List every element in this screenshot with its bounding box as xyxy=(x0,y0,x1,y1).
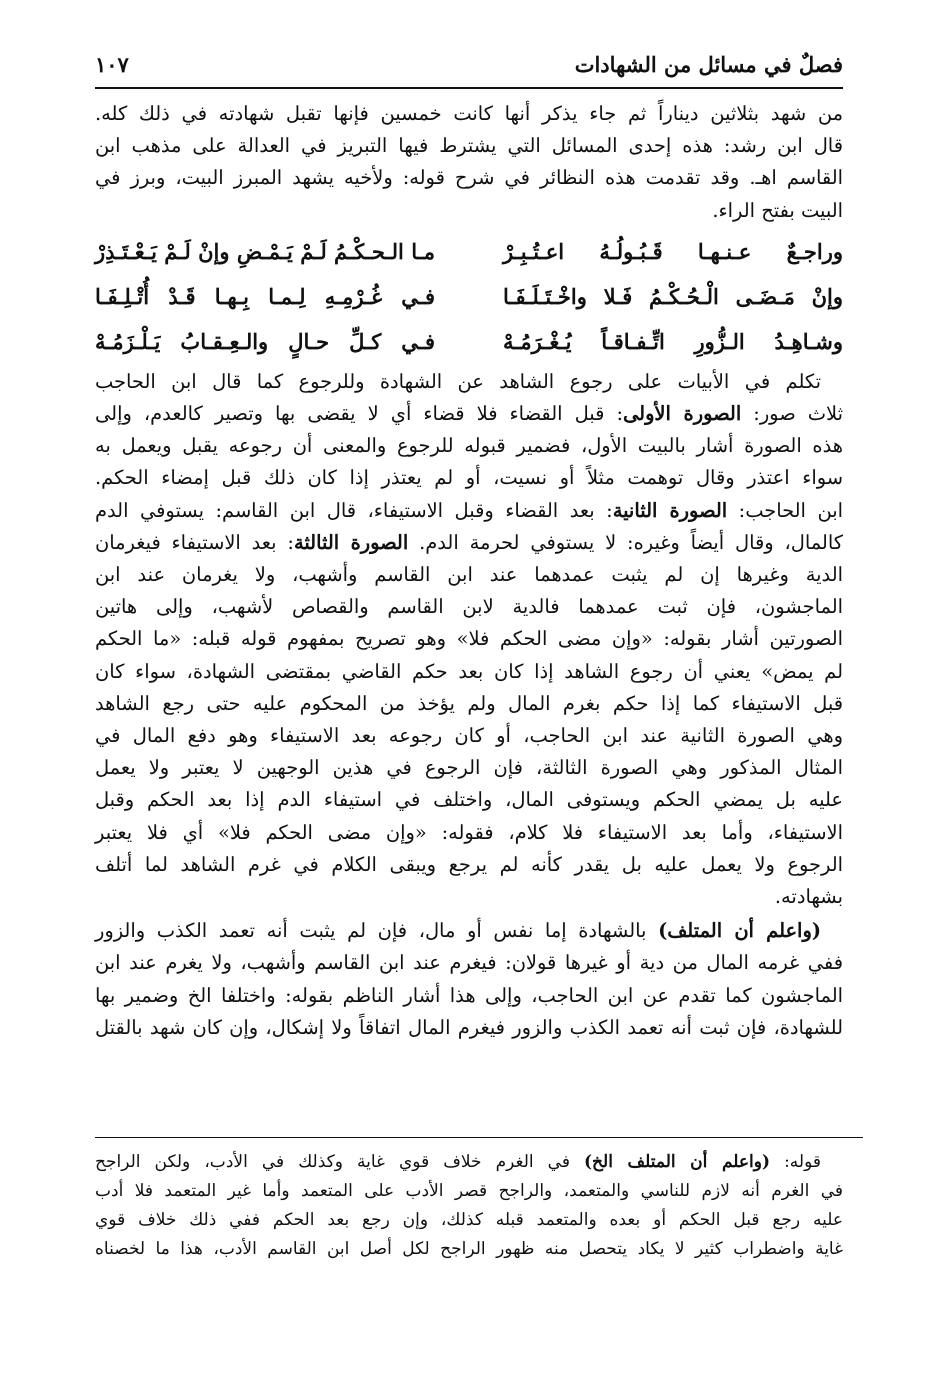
quoted-phrase: (واعلم أن المتلف الخ) xyxy=(584,1152,771,1172)
text-line: لم يمض» يعني أن رجوع الشاهد إذا كان بعد حكم القاضي بمقتضى الشهادة، سواء كان xyxy=(95,659,843,683)
text-run: كالمال، وقال أيضاً وغيره: لا يستوفي لحرمة الدم. xyxy=(408,530,843,554)
text-line: الدية وغيرها إن لم يثبت عمدهما عند ابن القاسم وأشهب، ولا يغرمان عند ابن xyxy=(95,563,843,587)
footnote-line: عليه رجع قبل الحكم أو بعده والمتعمد قبله كذلك، وإن رجع بعد الحكم ففي ذلك خلاف قوي xyxy=(95,1210,843,1230)
text-line xyxy=(95,915,843,947)
verse-second-hemistich: فـي كـلِّ حـالٍ والـعِـقـابُ يَـلْـزَمُـهْ xyxy=(95,328,435,354)
text-line xyxy=(95,398,843,430)
verse-line xyxy=(95,274,843,319)
footnote-line xyxy=(95,1148,843,1177)
text-run: : بعد القضاء وقبل الاستيفاء، قال ابن القاسم: يستوفي الدم xyxy=(95,498,613,522)
footnote-paragraph xyxy=(95,1148,843,1264)
text-line: سواء اعتذر وقال توهمت مثلاً أو نسيت، أو لم يعتذر إذا كان ذلك قبل إمضاء الحكم. xyxy=(95,466,843,490)
header-rule xyxy=(95,87,843,89)
verse-second-hemistich: مـا الـحـكْـمُ لَـمْ يَـمْـضِ وإنْ لَـمْ يَـعْـتَـذِرْ xyxy=(95,238,435,264)
text-run: بالشهادة إما نفس أو مال، فإن لم يثبت أنه تعمد الكذب والزور xyxy=(95,919,659,943)
text-line: الماجشون، فإن ثبت عمدهما فالدية لابن القاسم والقصاص لأشهب، وإلى هاتين xyxy=(95,595,844,619)
text-line: بشهادته. xyxy=(774,885,843,909)
intro-paragraph xyxy=(95,98,843,227)
quoted-phrase: (واعلم أن المتلف) xyxy=(658,919,821,943)
verse-first-hemistich: وشـاهِـدُ الـزُّورِ اتِّـفـاقـاً يُـغْـرَمُـهْ xyxy=(503,328,843,354)
main-text xyxy=(95,98,843,1044)
verse-first-hemistich: وإنْ مَـضَـى الْـحُـكْـمُ فَـلا واخْـتَـلَـفَـا xyxy=(503,283,843,309)
text-line xyxy=(95,527,843,559)
text-line: قال ابن رشد: هذه إحدى المسائل التي يشترط فيها التبريز في العدالة على مذهب ابن xyxy=(95,134,843,158)
footnote-separator xyxy=(95,1137,863,1138)
text-line: المثال المذكور وهي الصورة الثالثة، فإن الرجوع في هذين الوجهين لا يعتبر ولا يعمل xyxy=(95,756,843,780)
text-line xyxy=(95,495,843,527)
verse-second-hemistich: فـي غُـرْمِـهِ لِـمـا بِـهـا قَـدْ أُتْـلِـفَـا xyxy=(95,283,435,309)
text-line: البيت بفتح الراء. xyxy=(712,198,843,222)
text-line: وهي الصورة الثانية عند ابن الحاجب، أو كان رجوعه بعد الاستيفاء وهو دفع المال في xyxy=(95,724,843,748)
text-run: : قبل القضاء فلا قضاء أي لا يقضى بها وتصير كالعدم، وإلى xyxy=(95,402,623,426)
text-run: ابن الحاجب: xyxy=(727,498,843,522)
text-line: القاسم اهـ. وقد تقدمت هذه النظائر في شرح قوله: ولأخيه يشهد المبرز البيت، وبرز في xyxy=(95,166,843,190)
text-line: الرجوع ولا يعمل عليه بل يقدر كأنه لم يرجع ويبقى الكلام في غرم الشاهد لما أتلف xyxy=(95,852,843,876)
text-run: قوله: xyxy=(770,1152,822,1172)
term-second-case: الصورة الثانية xyxy=(612,498,728,522)
text-line: عليه بل يمضي الحكم ويستوفى المال، واختلف في استيفاء الدم إذا بعد الحكم وقبل xyxy=(95,788,843,812)
footnote-line: في الغرم أنه لازم للناسي والمتعمد، والراجح قصر الأدب على المتعمد وأما غير المتعمد فلا أدب xyxy=(95,1181,843,1201)
third-paragraph xyxy=(95,915,843,1044)
text-line: من شهد بثلاثين ديناراً ثم جاء يذكر أنها كانت خمسين فإنها تقبل شهادته في ذلك كله. xyxy=(95,102,843,125)
commentary-paragraph xyxy=(95,366,843,913)
text-line: للشهادة، فإن ثبت أنه تعمد الكذب والزور فيغرم المال اتفاقاً ولا إشكال، وإن كان شهد بالقتل xyxy=(95,1015,843,1039)
term-first-case: الصورة الأولى xyxy=(623,402,742,426)
poem-verses xyxy=(95,229,843,364)
text-line: الاستيفاء، وأما بعد الاستيفاء فلا كلام، فقوله: «وإن مضى الحكم فلا» أي فلا يعتبر xyxy=(95,820,843,844)
text-run: : بعد الاستيفاء فيغرمان xyxy=(95,530,294,554)
text-line: الصورتين أشار بقوله: «وإن مضى الحكم فلا» وهو تصريح بمفهوم قوله قبله: «ما الحكم xyxy=(95,627,843,651)
page-number: ١٠٧ xyxy=(95,52,129,77)
term-third-case: الصورة الثالثة xyxy=(293,530,409,554)
verse-line xyxy=(95,229,843,274)
verse-first-hemistich: وراجـعٌ عـنـهـا قَـبُـولُـهُ اعـتُـبِـرْ xyxy=(503,238,843,264)
footnote-line: غاية واضطراب كثير لا يكاد يتحصل منه ظهور الراجح لكل أصل ابن القاسم الأدب، هذا ما لخصناه xyxy=(95,1239,843,1259)
text-line: تكلم في الأبيات على رجوع الشاهد عن الشهادة وللرجوع كما قال ابن الحاجب xyxy=(95,369,821,393)
text-run: في الغرم خلاف قوي غاية وكذلك في الأدب، ولكن الراجح xyxy=(95,1152,585,1172)
text-line: ففي غرمه المال من دية أو غيرها قولان: فيغرم عند ابن القاسم وأشهب، ولا يغرم عند ابن xyxy=(95,951,843,975)
text-run: ثلاث صور: xyxy=(741,402,843,426)
text-line: الماجشون كما تقدم عن ابن الحاجب، وإلى هذا أشار الناظم بقوله: واختلفا الخ وضمير بها xyxy=(95,983,843,1007)
text-line: هذه الصورة أشار بالبيت الأول، فضمير قبوله للرجوع والمعنى أن رجوعه يقبل ويعمل به xyxy=(95,434,843,458)
footnote xyxy=(95,1148,843,1264)
verse-line xyxy=(95,319,843,364)
running-title: فصلٌ في مسائل من الشهادات xyxy=(574,52,843,77)
page-header xyxy=(95,52,843,86)
text-line: قبل الاستيفاء كما إذا حكم بغرم المال ولم يؤخذ من المحكوم عليه حتى رجع الشاهد xyxy=(95,691,843,715)
